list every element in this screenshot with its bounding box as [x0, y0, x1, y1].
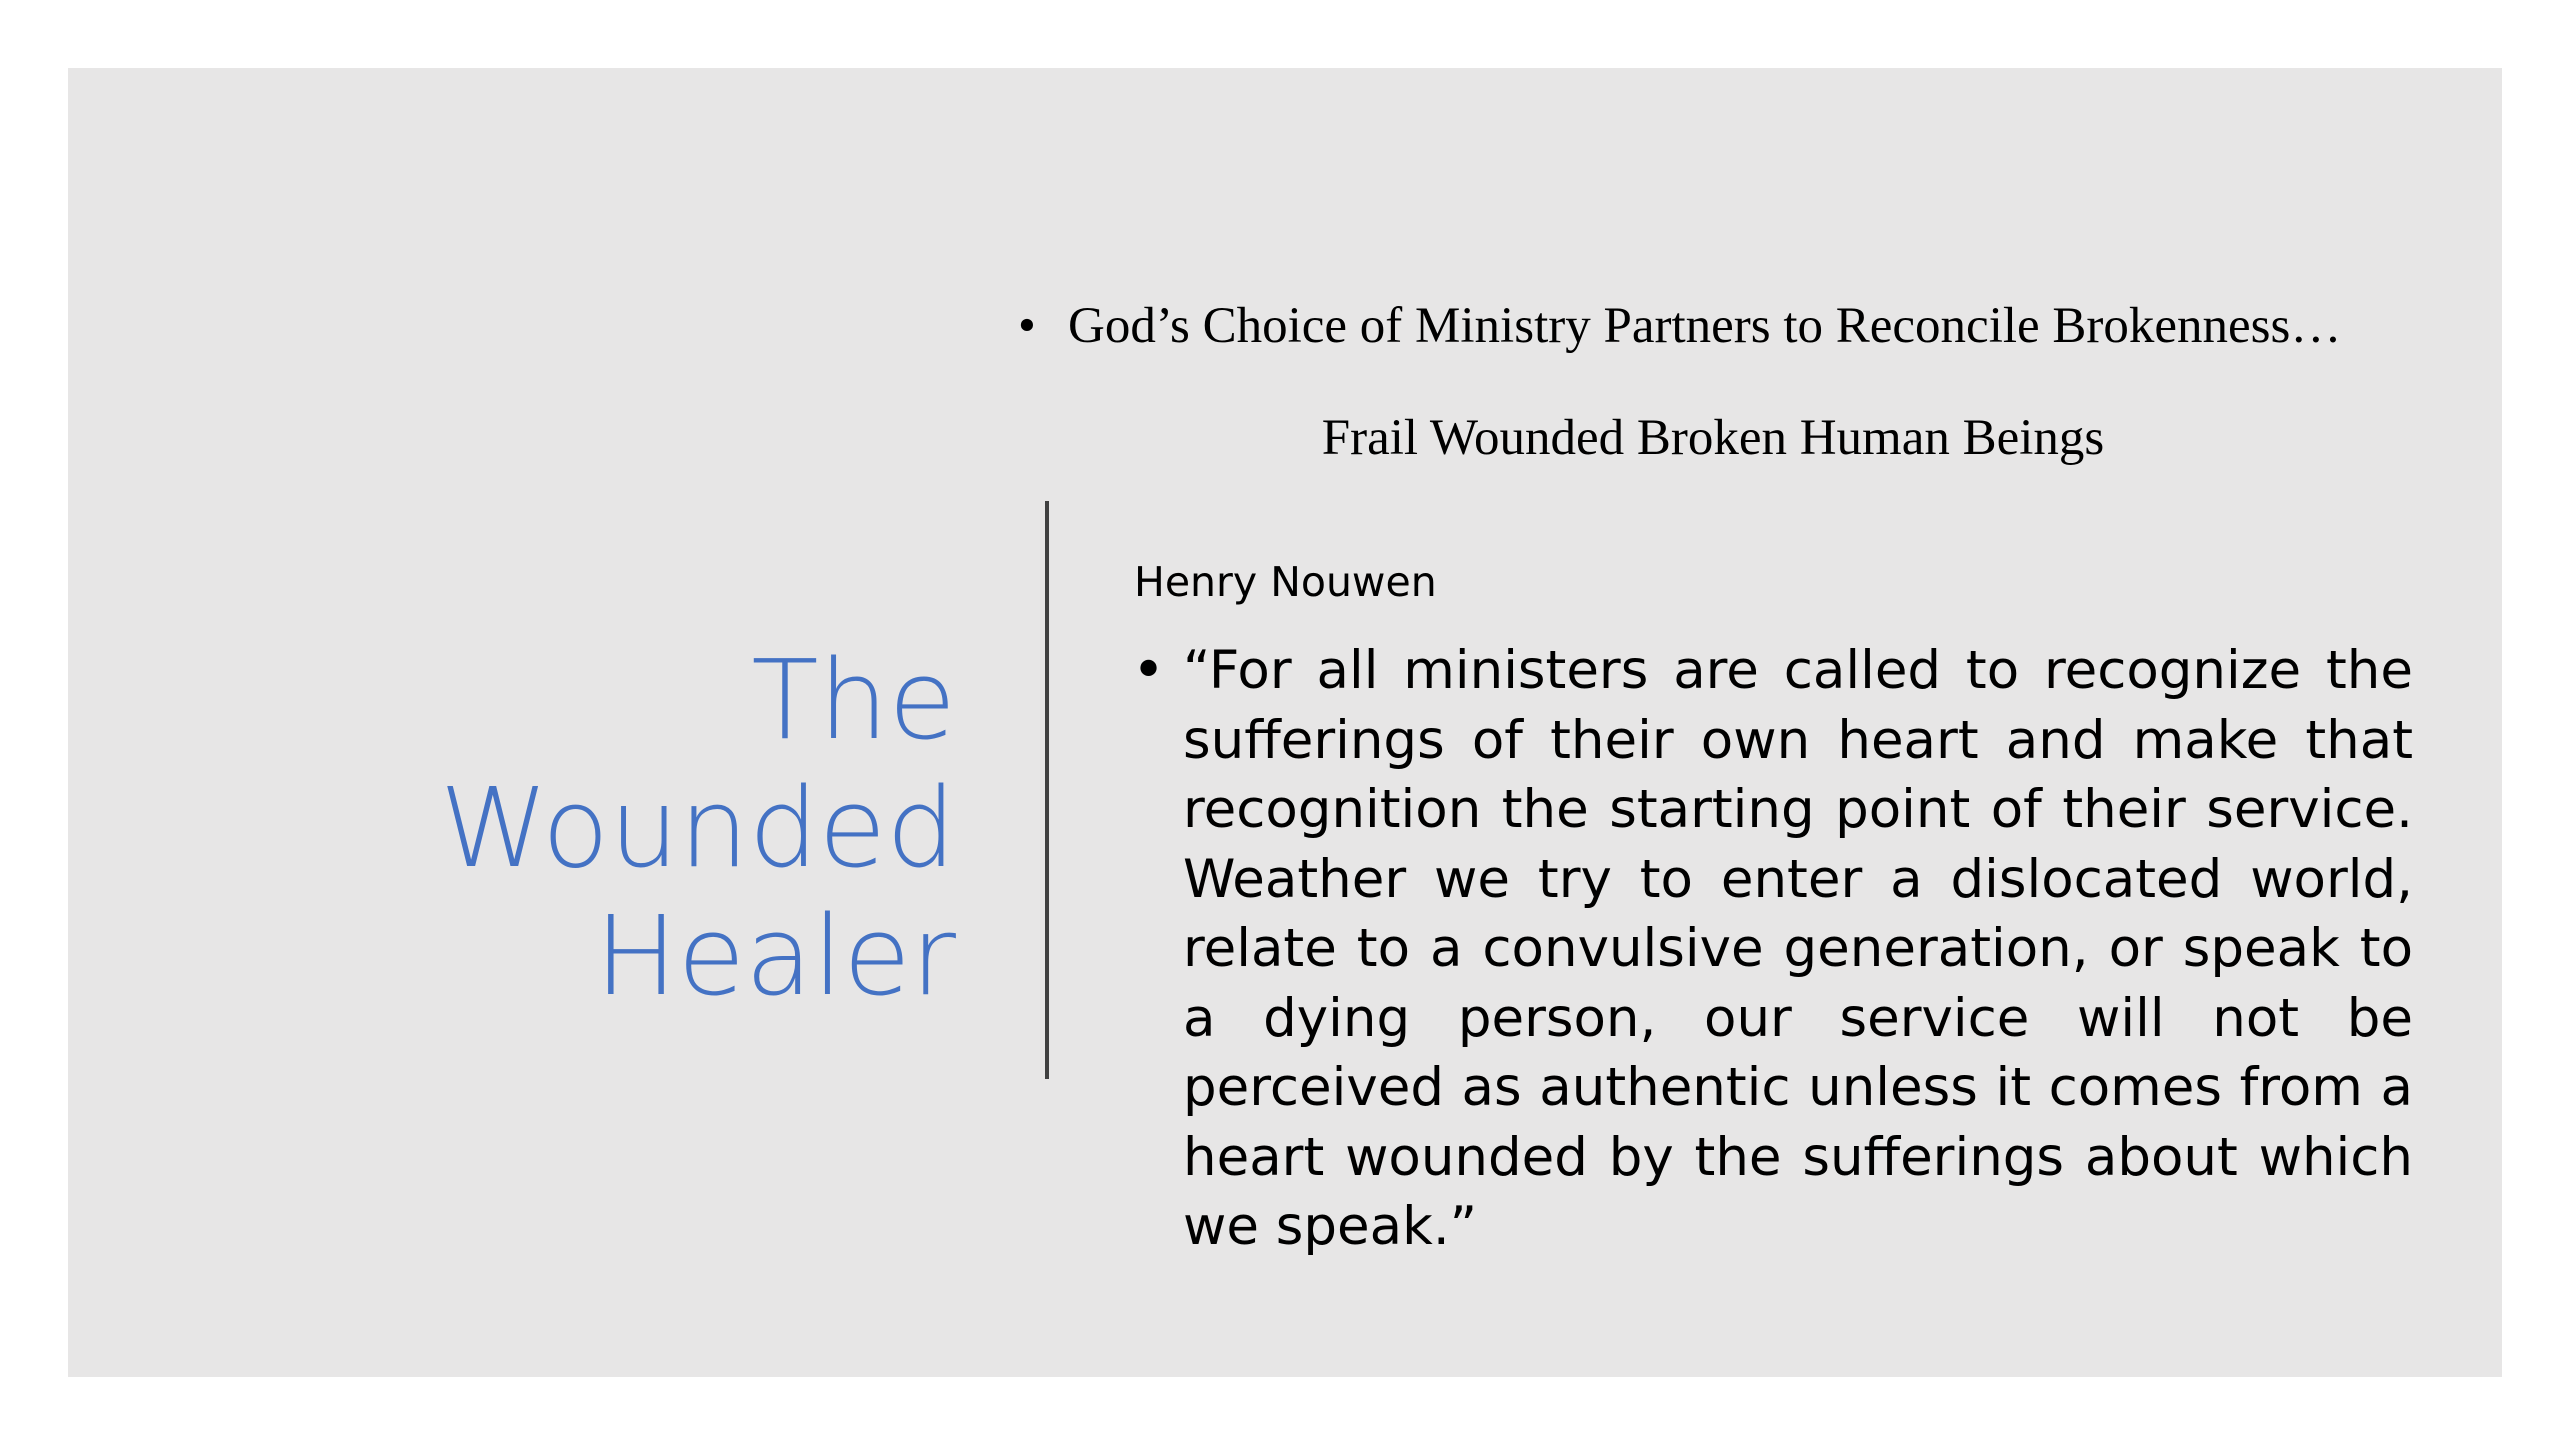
top-bullet-text: God’s Choice of Ministry Partners to Reconcile Brokenness…: [1068, 298, 2342, 354]
slide-title-line-2: Healer: [594, 892, 956, 1020]
quote-text: “For all ministers are called to recognize the sufferings of their own heart and make that recognition the starting point of their service. Weather we try to enter a dislocated world, relate to a convulsive generation, or speak to a dying person, our service will not be perceived as authentic unless it comes from a heart wounded by the sufferings about which we speak.”: [1183, 640, 2413, 1257]
top-bullet-item: [1018, 290, 2458, 362]
quote-author: Henry Nouwen: [1134, 558, 1437, 606]
subheading: Frail Wounded Broken Human Beings: [1321, 410, 2105, 466]
bullet-icon: •: [1132, 638, 1166, 703]
bullet-icon: •: [1018, 298, 1036, 354]
slide-title: [188, 636, 956, 1020]
vertical-divider: [1045, 501, 1049, 1079]
slide-title-line-1: The Wounded: [439, 636, 956, 892]
slide: [68, 68, 2502, 1377]
